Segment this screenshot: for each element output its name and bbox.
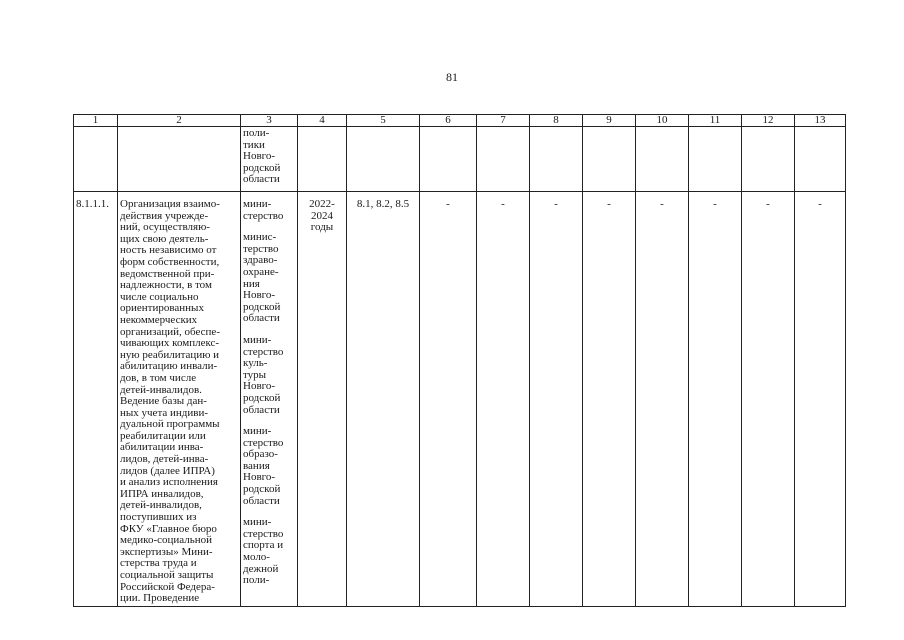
value-cell-8: - — [530, 192, 583, 607]
column-header-4: 4 — [298, 115, 347, 127]
value-cell-9: - — [583, 192, 636, 607]
program-table — [73, 114, 846, 607]
item-number-text: 8.1.1.1. — [76, 198, 109, 210]
continuation-executor — [241, 127, 298, 192]
cell — [74, 127, 118, 192]
item-period-text: 2022- 2024 годы — [309, 198, 335, 234]
cell — [795, 127, 846, 192]
executor-1: мини- стерство — [243, 198, 284, 222]
cell — [742, 127, 795, 192]
cell — [689, 127, 742, 192]
column-header-9: 9 — [583, 115, 636, 127]
cell — [347, 127, 420, 192]
value-cell-13: - — [795, 192, 846, 607]
column-header-2: 2 — [118, 115, 241, 127]
cell — [477, 127, 530, 192]
item-executors — [241, 192, 298, 607]
column-header-10: 10 — [636, 115, 689, 127]
executor-4: мини- стерство образо- вания Новго- родской области — [243, 425, 284, 507]
cell — [298, 127, 347, 192]
column-header-12: 12 — [742, 115, 795, 127]
value-cell-11: - — [689, 192, 742, 607]
cell — [636, 127, 689, 192]
executor-2: минис- терство здраво- охране- ния Новго- родской области — [243, 231, 281, 325]
cell — [583, 127, 636, 192]
value-cell-12: - — [742, 192, 795, 607]
value-cell-10: - — [636, 192, 689, 607]
cell — [420, 127, 477, 192]
cell — [530, 127, 583, 192]
executor-3: мини- стерство куль- туры Новго- родской области — [243, 333, 284, 416]
column-header-3: 3 — [241, 115, 298, 127]
column-header-5: 5 — [347, 115, 420, 127]
column-header-7: 7 — [477, 115, 530, 127]
item-indicators — [347, 192, 420, 607]
item-indicators-text: 8.1, 8.2, 8.5 — [356, 198, 410, 210]
continuation-executor-text: поли- тики Новго- родской области — [243, 127, 281, 186]
executor-5: мини- стерство спорта и моло- дежной поли- — [243, 516, 284, 587]
column-header-8: 8 — [530, 115, 583, 127]
value-cell-6: - — [420, 192, 477, 607]
item-period — [298, 192, 347, 607]
page-number: 81 — [446, 70, 458, 84]
column-header-1: 1 — [74, 115, 118, 127]
value-cell-7: - — [477, 192, 530, 607]
item-description-text: Организация взаимо- действия учрежде- ний, осуществляю- щих свою деятель- ность независимо от форм собственности, ведомственной при- надлежности, в том числе социально ориентированных некоммерческих организаций, обеспе- чивающих комплекс- ную реабилитацию и абилитацию инвали- дов, в том числе детей-инвалидов. Ведение базы дан- ных учета индиви- дуальной программы реабилитации или абилитации инва- лидов, детей-инва- лидов (далее ИПРА) и анализ исполнения ИПРА инвалидов, детей-инвалидов, поступивших из ФКУ «Главное бюро медико-социальной экспертизы» Мини- стерства труда и социальной защиты Российской Федера- ции. Проведение — [120, 198, 220, 605]
column-header-6: 6 — [420, 115, 477, 127]
table-row — [74, 192, 846, 607]
cell — [118, 127, 241, 192]
continuation-row — [74, 127, 846, 192]
item-description — [118, 192, 241, 607]
item-number — [74, 192, 118, 607]
column-header-13: 13 — [795, 115, 846, 127]
column-number-row — [74, 115, 846, 127]
column-header-11: 11 — [689, 115, 742, 127]
